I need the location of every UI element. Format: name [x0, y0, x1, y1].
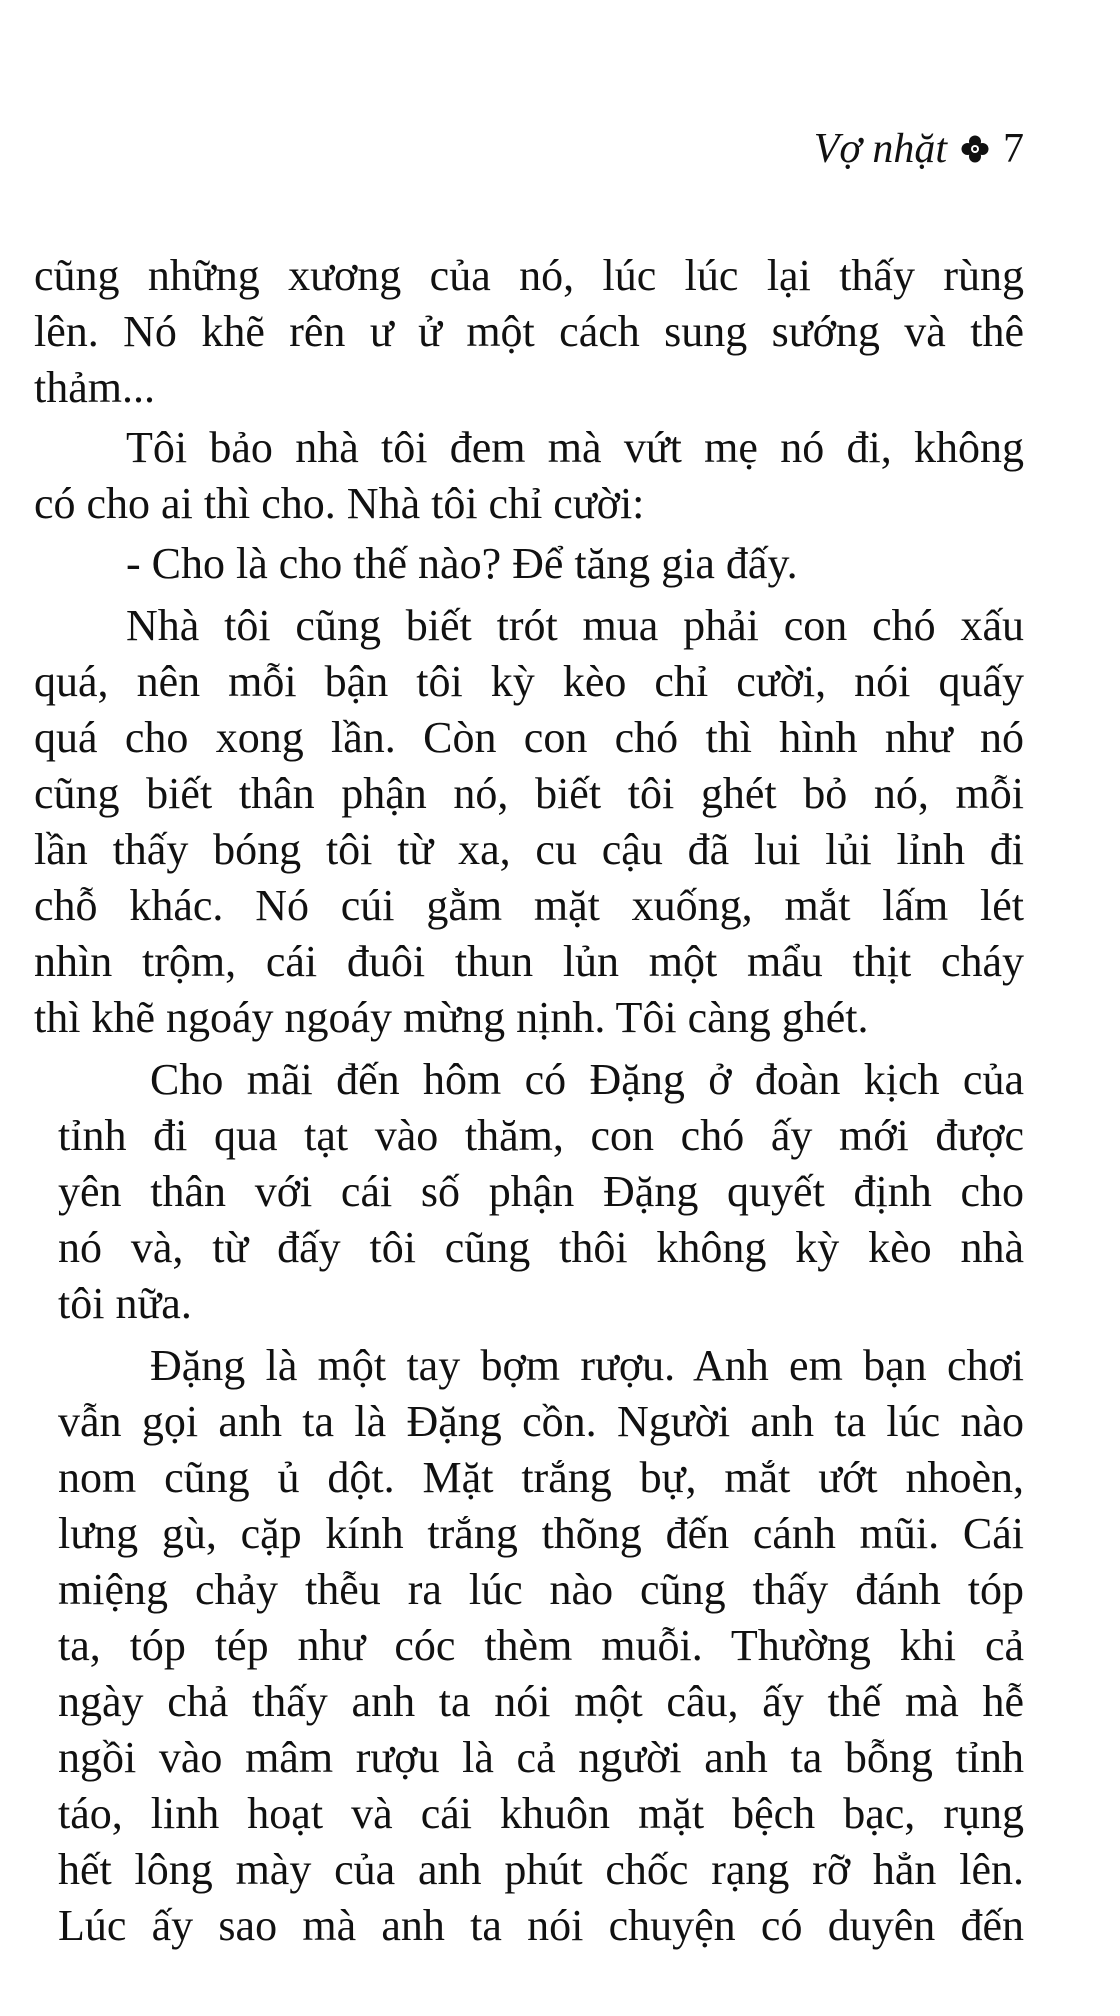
text-line: lần thấy bóng tôi từ xa, cu cậu đã lui lủi lỉnh đi — [34, 825, 1024, 874]
text-line: hết lông mày của anh phút chốc rạng rỡ hẳn lên. — [58, 1845, 1024, 1894]
paragraph — [34, 420, 1024, 532]
text-line: Nhà tôi cũng biết trót mua phải con chó xấu — [126, 601, 1024, 650]
text-line: thảm... — [34, 363, 155, 412]
text-line: quá, nên mỗi bận tôi kỳ kèo chỉ cười, nói quấy — [34, 657, 1024, 706]
text-line: Lúc ấy sao mà anh ta nói chuyện có duyên đến — [58, 1901, 1024, 1950]
chapter-title: Vợ nhặt — [813, 126, 947, 172]
paragraph — [58, 1052, 1024, 1332]
text-line: nó và, từ đấy tôi cũng thôi không kỳ kèo nhà — [58, 1223, 1024, 1272]
text-line: cũng biết thân phận nó, biết tôi ghét bỏ nó, mỗi — [34, 769, 1024, 818]
text-line: quá cho xong lần. Còn con chó thì hình như nó — [34, 713, 1024, 762]
running-header — [814, 128, 1024, 170]
body-text — [34, 248, 1024, 1954]
text-line: có cho ai thì cho. Nhà tôi chỉ cười: — [34, 479, 645, 528]
text-line: Đặng là một tay bợm rượu. Anh em bạn chơi — [150, 1341, 1024, 1390]
text-line: ta, tóp tép như cóc thèm muỗi. Thường khi cả — [58, 1621, 1024, 1670]
paragraph — [58, 1338, 1024, 1954]
text-line: tỉnh đi qua tạt vào thăm, con chó ấy mới được — [58, 1111, 1024, 1160]
text-line: ngồi vào mâm rượu là cả người anh ta bỗng tỉnh — [58, 1733, 1024, 1782]
text-line: vẫn gọi anh ta là Đặng cồn. Người anh ta lúc nào — [58, 1397, 1024, 1446]
text-line: nhìn trộm, cái đuôi thun lủn một mẩu thịt cháy — [34, 937, 1024, 986]
text-line: lên. Nó khẽ rên ư ử một cách sung sướng và thê — [34, 307, 1024, 356]
text-line: thì khẽ ngoáy ngoáy mừng nịnh. Tôi càng ghét. — [34, 993, 869, 1042]
text-line: lưng gù, cặp kính trắng thõng đến cánh mũi. Cái — [58, 1509, 1024, 1558]
text-line: táo, linh hoạt và cái khuôn mặt bệch bạc, rụng — [58, 1789, 1024, 1838]
text-line: chỗ khác. Nó cúi gằm mặt xuống, mắt lấm lét — [34, 881, 1024, 930]
text-line: tôi nữa. — [58, 1279, 192, 1328]
text-line: - Cho là cho thế nào? Để tăng gia đấy. — [126, 539, 798, 588]
flower-icon — [961, 135, 989, 163]
paragraph — [34, 598, 1024, 1046]
text-line: Cho mãi đến hôm có Đặng ở đoàn kịch của — [150, 1055, 1024, 1104]
text-line: nom cũng ủ dột. Mặt trắng bự, mắt ướt nhoèn, — [58, 1453, 1024, 1502]
text-line: Tôi bảo nhà tôi đem mà vứt mẹ nó đi, không — [126, 423, 1024, 472]
text-line: miệng chảy thễu ra lúc nào cũng thấy đánh tóp — [58, 1565, 1024, 1614]
page-number: 7 — [1003, 126, 1024, 172]
text-line: cũng những xương của nó, lúc lúc lại thấy rùng — [34, 251, 1024, 300]
paragraph — [34, 536, 1024, 592]
paragraph — [34, 248, 1024, 416]
text-line: ngày chả thấy anh ta nói một câu, ấy thế mà hễ — [58, 1677, 1024, 1726]
text-line: yên thân với cái số phận Đặng quyết định cho — [58, 1167, 1024, 1216]
